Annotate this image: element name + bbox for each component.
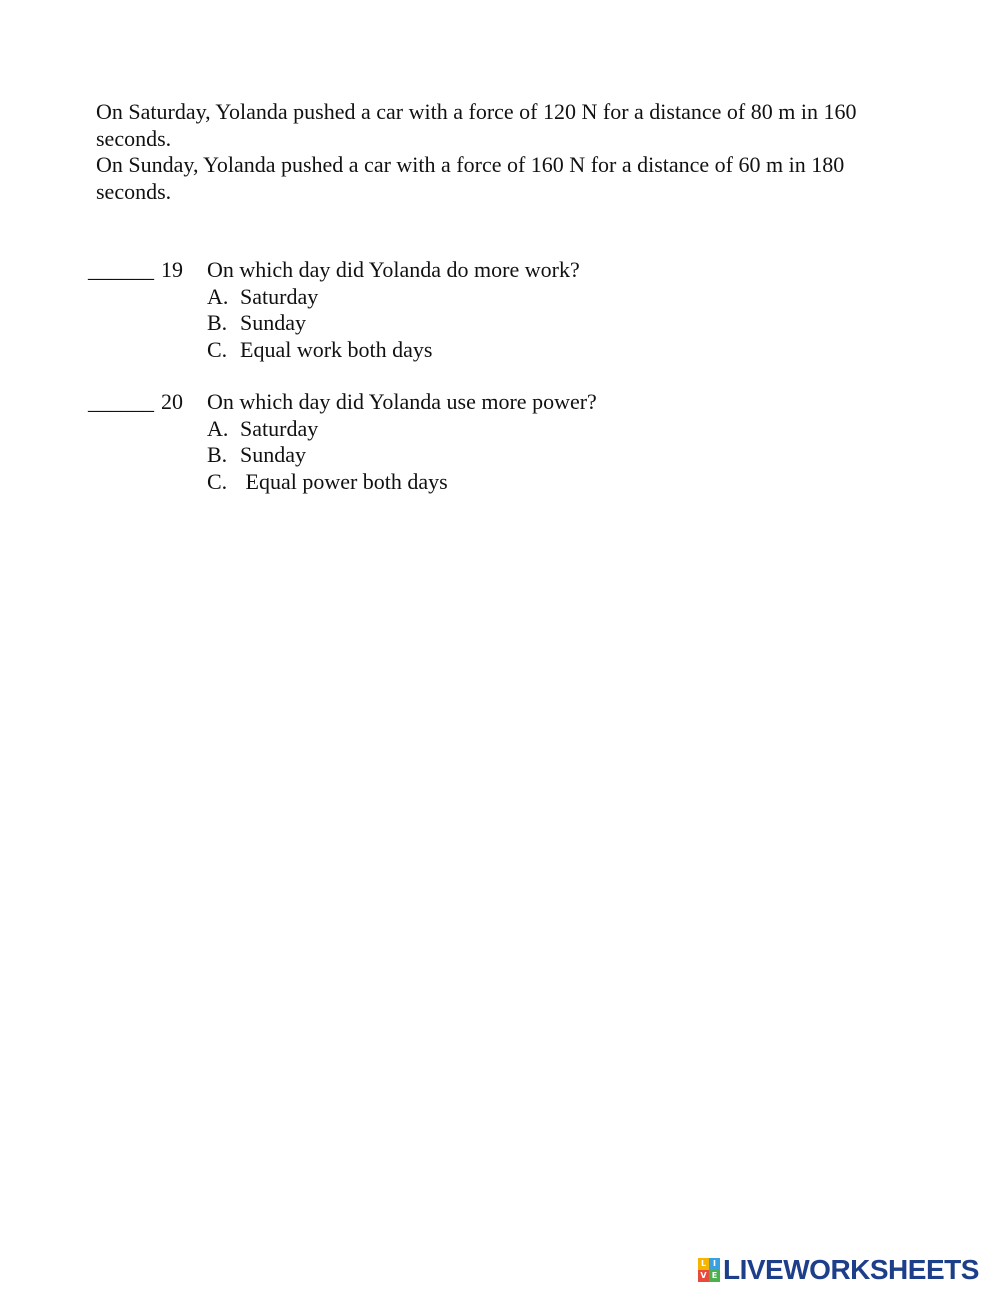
question-20: [88, 389, 888, 495]
option-text: Sunday: [240, 310, 306, 335]
option-c: [88, 337, 888, 364]
option-letter: B.: [207, 310, 228, 335]
logo-text: LIVEWORKSHEETS: [723, 1254, 979, 1285]
intro-sunday: On Sunday, Yolanda pushed a car with a force of 160 N for a distance of 60 m in 180 seconds.: [96, 152, 845, 204]
option-letter: C.: [207, 336, 228, 362]
intro-paragraph: [96, 99, 916, 205]
option-b: [88, 442, 888, 469]
logo-badge-letter: E: [709, 1270, 720, 1282]
logo-badge-letter: V: [698, 1270, 709, 1282]
option-letter: C.: [207, 468, 228, 494]
question-text: On which day did Yolanda do more work?: [207, 257, 580, 282]
logo-badge-letter: I: [709, 1258, 720, 1270]
option-text: Sunday: [240, 442, 306, 467]
option-c: [88, 469, 888, 496]
option-b: [88, 310, 888, 337]
question-number: 19: [161, 257, 183, 282]
liveworksheets-logo: [698, 1255, 979, 1285]
option-letter: A.: [207, 283, 229, 309]
logo-badge-icon: [698, 1258, 720, 1282]
option-letter: A.: [207, 415, 229, 441]
option-text: Equal work both days: [240, 336, 433, 362]
question-text: On which day did Yolanda use more power?: [207, 389, 597, 414]
question-line: [88, 257, 888, 284]
option-letter: B.: [207, 442, 228, 467]
option-a: [88, 416, 888, 443]
option-text: Saturday: [240, 415, 319, 441]
question-line: [88, 389, 888, 416]
question-19: [88, 257, 888, 363]
option-a: [88, 284, 888, 311]
logo-badge-letter: L: [698, 1258, 709, 1270]
answer-blank[interactable]: ______: [88, 257, 154, 282]
intro-saturday: On Saturday, Yolanda pushed a car with a force of 120 N for a distance of 80 m in 160 seconds.: [96, 99, 857, 151]
answer-blank[interactable]: ______: [88, 389, 154, 414]
option-text: Saturday: [240, 283, 319, 309]
option-text: Equal power both days: [240, 468, 448, 494]
question-number: 20: [161, 389, 183, 414]
